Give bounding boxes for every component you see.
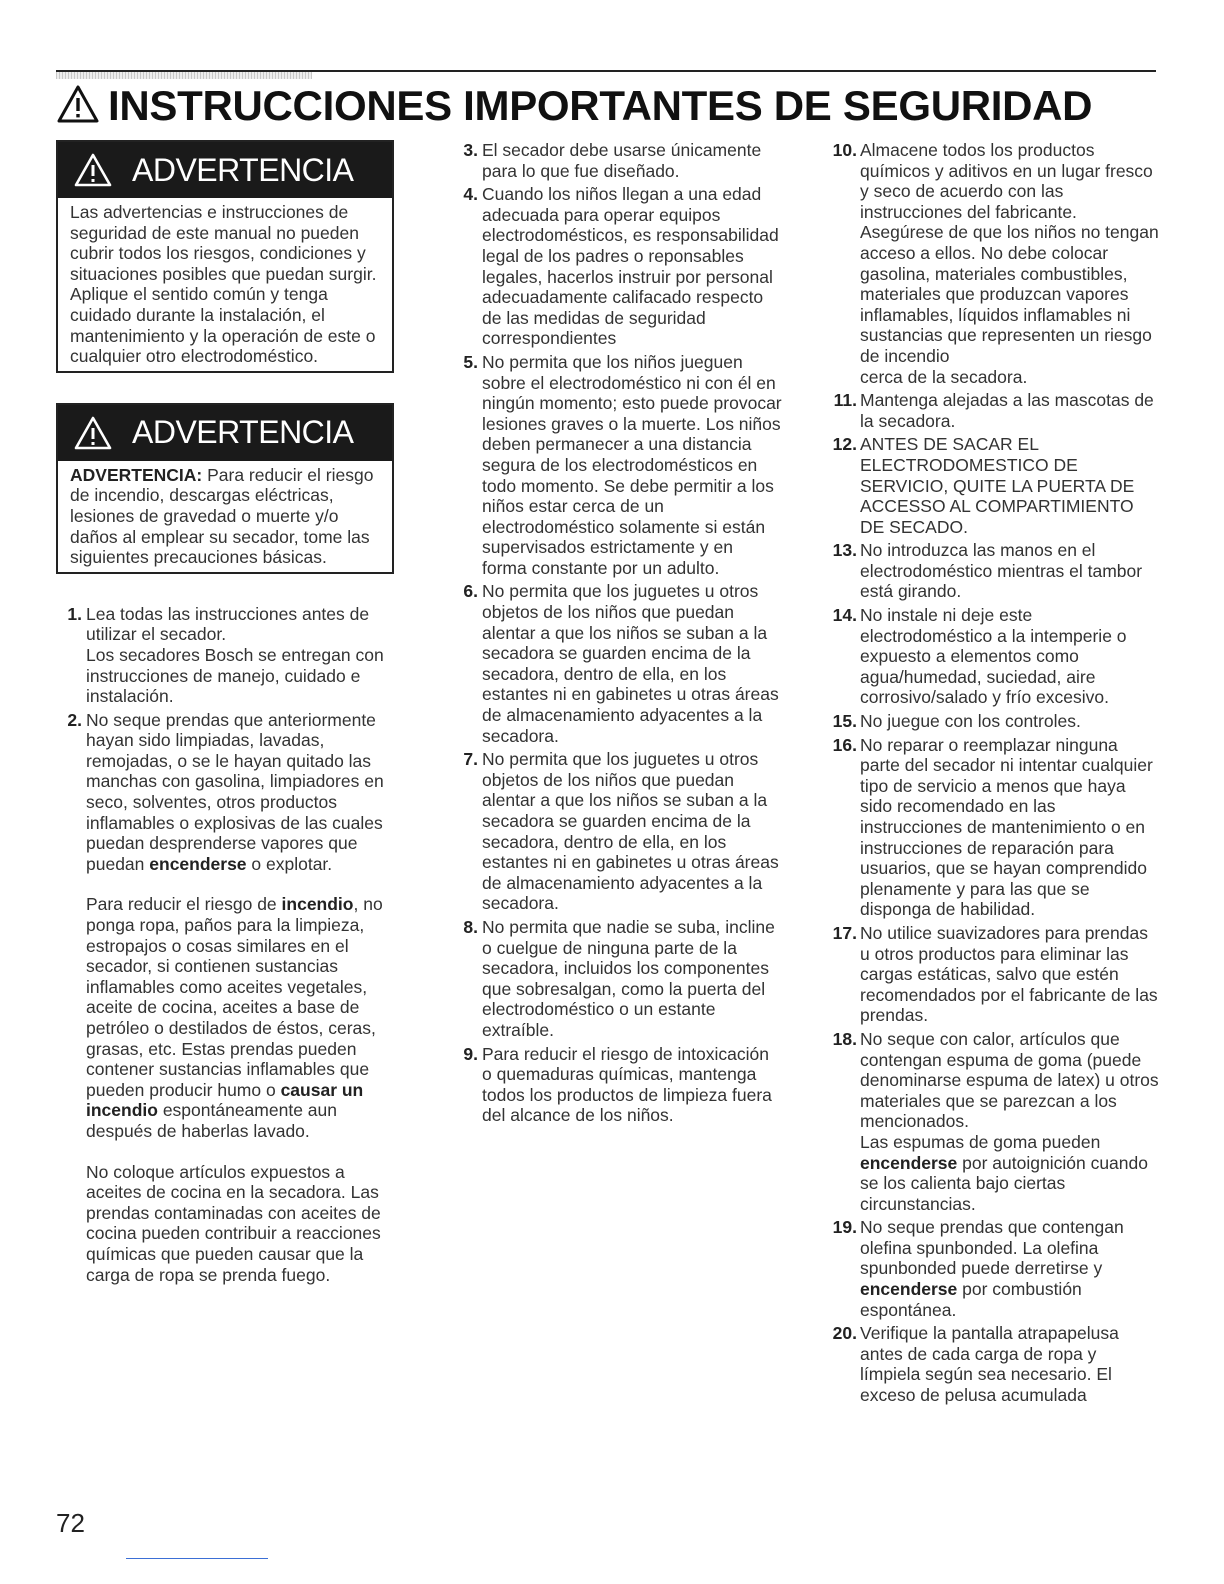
item-text: No permita que los juguetes u otros objetos de los niños que puedan alentar a que los niños se suban a la secadora se guarden encima de la secadora, dentro de ella, en los estantes ni en gabinetes u otras áreas de almacenamiento adyacentes a la secadora. [482, 749, 779, 914]
footer-rule [126, 1558, 268, 1559]
para-text: espontáneamente aun después de haberlas lavado. [86, 1100, 337, 1141]
list-item [452, 749, 782, 914]
list-item [830, 735, 1160, 920]
item-text: No seque prendas que anteriormente hayan sido limpiadas, lavadas, remojadas, o se le hayan quitado las manchas con gasolina, limpiadores en seco, solventes, otros productos inflamables o explosivas de las cuales puedan desprenderse vapores que puedan [86, 709, 384, 874]
item-bold: encenderse [860, 1152, 958, 1173]
item-number: 11. [833, 390, 857, 411]
item-text: No instale ni deje este electrodoméstico a la intemperie o expuesto a elementos como agua/humedad, suciedad, aire corrosivo/salado y frío excesivo. [860, 605, 1127, 708]
list-item [56, 710, 398, 1285]
warning-box-2 [56, 403, 394, 574]
warning-box-1-header [58, 142, 392, 198]
list-item [830, 540, 1160, 602]
list-item [452, 581, 782, 746]
item-text: No permita que los juguetes u otros objetos de los niños que puedan alentar a que los niños se suban a la secadora se guarden encima de la secadora, dentro de ella, en los estantes ni en gabinetes u otras áreas de almacenamiento adyacentes a la secadora. [482, 581, 779, 746]
item-text: Verifique la pantalla atrapapelusa antes de cada carga de ropa y límpiela según sea necesario. El exceso de pelusa acumulada [860, 1323, 1119, 1406]
item-paragraph-3: No coloque artículos expuestos a aceites de cocina en la secadora. Las prendas contaminadas con aceites de cocina pueden contribuir a reacciones químicas que pueden causar que la carga de ropa se prenda fuego. [86, 1161, 381, 1285]
warning-box-1 [56, 140, 394, 373]
item-number: 18. [832, 1028, 857, 1049]
item-bold: encenderse [860, 1279, 958, 1300]
item-text-2: Las espumas de goma pueden [860, 1131, 1101, 1152]
column-1 [56, 140, 398, 1288]
top-rule-hatch [56, 72, 312, 79]
page-number: 72 [56, 1508, 85, 1538]
para-bold: incendio [281, 894, 354, 915]
item-text-2: Los secadores Bosch se entregan con instrucciones de manejo, cuidado e instalación. [86, 644, 384, 707]
item-number: 13. [832, 540, 857, 561]
warning-box-2-body [58, 461, 392, 572]
page-title [56, 82, 1092, 130]
list-item [452, 917, 782, 1041]
list-item [452, 140, 782, 181]
list-item [830, 434, 1160, 537]
list-item [830, 605, 1160, 708]
item-paragraph-2 [86, 894, 398, 1141]
list-item [452, 1044, 782, 1126]
item-number: 1. [67, 603, 82, 624]
column-3 [830, 140, 1160, 1409]
list-item [830, 711, 1160, 732]
item-number: 7. [463, 749, 478, 770]
para-bold: causar un incendio [86, 1079, 364, 1121]
item-text-after: o explotar. [246, 853, 333, 874]
item-text-2: cerca de la secadora. [860, 366, 1028, 387]
list-item [452, 352, 782, 579]
item-number: 17. [832, 922, 857, 943]
item-number: 12. [832, 434, 857, 455]
item-number: 6. [463, 581, 478, 602]
item-number: 16. [832, 734, 857, 755]
warning-box-2-heading: ADVERTENCIA [132, 414, 354, 451]
item-text: Cuando los niños llegan a una edad adecuada para operar equipos electrodomésticos, es responsabilidad legal de los padres o reponsables legales, hacerlos instruir por personal adecuadamente califacado respecto de las medidas de seguridad correspondientes [482, 184, 779, 349]
item-number: 3. [463, 140, 478, 160]
item-text-after: por autoignición cuando se los calienta bajo ciertas circunstancias. [860, 1152, 1148, 1214]
item-number: 15. [832, 711, 857, 732]
warning-triangle-icon [74, 416, 112, 450]
item-number: 2. [67, 709, 82, 730]
list-item [830, 923, 1160, 1026]
item-text: No seque con calor, artículos que contengan espuma de goma (puede denominarse espuma de latex) u otros materiales que se parezcan a los mencionados. [860, 1028, 1159, 1132]
list-item [830, 140, 1160, 387]
item-text: Para reducir el riesgo de intoxicación o quemaduras químicas, mantenga todos los productos de limpieza fuera del alcance de los niños. [482, 1043, 772, 1126]
warning-box-2-lead: ADVERTENCIA: [70, 464, 203, 485]
item-bold: encenderse [149, 853, 247, 874]
page-title-text: INSTRUCCIONES IMPORTANTES DE SEGURIDAD [108, 82, 1093, 129]
safety-list-part-1 [56, 604, 398, 1285]
safety-list-part-3 [830, 140, 1160, 1406]
item-number: 19. [832, 1217, 857, 1238]
item-text: No juegue con los controles. [860, 711, 1081, 732]
item-text: No permita que los niños jueguen sobre el electrodoméstico ni con él en ningún momento; esto puede provocar lesiones graves o la muerte. Los niños deben permanecer a una distancia segura de los electrodomésticos en todo momento. Se debe permitir a los niños estar cerca de un electrodoméstico solamente si están supervisados estrictamente y en forma constante por un adulto. [482, 351, 782, 578]
warning-triangle-icon [56, 84, 100, 124]
list-item [830, 1029, 1160, 1214]
para-text: , no ponga ropa, paños para la limpieza, estropajos o cosas similares en el secador, si contienen sustancias inflamables como aceites vegetales, aceite de cocina, aceites a base de petróleo o destilados de éstos, ceras, grasas, etc. Estas prendas pueden contener sustancias inflamables que pueden producir humo o [86, 894, 383, 1100]
item-number: 4. [463, 184, 478, 205]
item-text-after: por combustión espontánea. [860, 1279, 1082, 1320]
item-text: El secador debe usarse únicamente para lo que fue diseñado. [482, 140, 762, 181]
item-number: 10. [832, 140, 857, 160]
item-number: 14. [832, 605, 857, 626]
list-item [830, 390, 1160, 431]
item-number: 8. [463, 916, 478, 937]
item-text: ANTES DE SACAR EL ELECTRODOMESTICO DE SERVICIO, QUITE LA PUERTA DE ACCESSO AL COMPARTIMIENTO DE SECADO. [860, 434, 1135, 537]
item-text: No reparar o reemplazar ninguna parte del secador ni intentar cualquier tipo de servicio a menos que haya sido recomendado en las instrucciones de mantenimiento o en instrucciones de reparación para usuarios, que se hayan comprendido plenamente y para las que se disponga de habilidad. [860, 734, 1153, 920]
item-text: No seque prendas que contengan olefina spunbonded. La olefina spunbonded puede derretirse y [860, 1217, 1124, 1279]
item-text: No permita que nadie se suba, incline o cuelgue de ninguna parte de la secadora, incluidos los componentes que sobresalgan, como la puerta del electrodoméstico o un estante extraíble. [482, 916, 775, 1040]
list-item [830, 1217, 1160, 1320]
warning-triangle-icon [74, 153, 112, 187]
item-text: No utilice suavizadores para prendas u otros productos para eliminar las cargas estáticas, salvo que estén recomendados por el fabricante de las prendas. [860, 922, 1158, 1026]
warning-box-2-header [58, 405, 392, 461]
para-text: Para reducir el riesgo de [86, 894, 282, 915]
list-item [452, 184, 782, 349]
warning-box-1-heading: ADVERTENCIA [132, 151, 354, 188]
item-text: Lea todas las instrucciones antes de utilizar el secador. [86, 603, 370, 645]
list-item [830, 1323, 1160, 1405]
item-text: No introduzca las manos en el electrodoméstico mientras el tambor está girando. [860, 540, 1143, 602]
item-number: 20. [832, 1323, 857, 1344]
item-text: Almacene todos los productos químicos y aditivos en un lugar fresco y seco de acuerdo con las instrucciones del fabricante. Asegúrese de que los niños no tengan acceso a ellos. No debe colocar gasolina, materiales combustibles, materiales que produzcan vapores inflamables, líquidos inflamables ni sustancias que representen un riesgo de incendio [860, 140, 1159, 366]
item-number: 9. [463, 1043, 478, 1064]
item-number: 5. [463, 351, 478, 372]
column-2 [452, 140, 782, 1129]
item-text: Mantenga alejadas a las mascotas de la secadora. [860, 390, 1154, 431]
warning-box-2-text: Para reducir el riesgo de incendio, descargas eléctricas, lesiones de gravedad o muerte y/o daños al emplear su secador, tome las siguientes precauciones básicas. [70, 464, 374, 568]
warning-box-1-body: Las advertencias e instrucciones de seguridad de este manual no pueden cubrir todos los riesgos, condiciones y situaciones posibles que puedan surgir. Aplique el sentido común y tenga cuidado durante la instalación, el mantenimiento y la operación de este o cualquier otro electrodoméstico. [70, 202, 377, 367]
list-item [56, 604, 398, 707]
safety-list-part-2 [452, 140, 782, 1126]
